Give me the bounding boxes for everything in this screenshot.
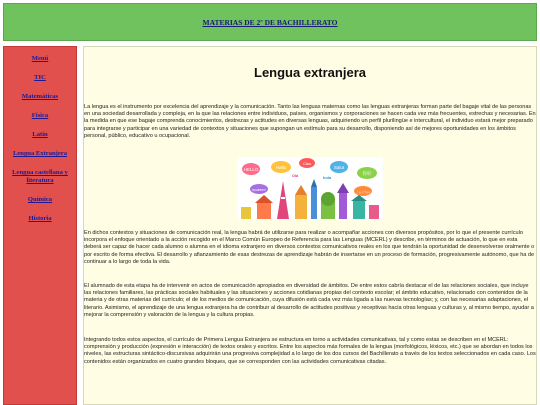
main-content <box>83 46 537 405</box>
page-header <box>3 3 537 41</box>
intro-paragraph: La lengua es el instrumento por excelencia del aprendizaje y la comunicación. Tanto las lenguas maternas como las lenguas extranjeras forman parte del bagaje vital de las personas en una sociedad desarrollada y compleja, en la que las relaciones entre individuos, países, organismos y corporaciones se hacen cada vez más frecuentes, estrechas y necesarias. En la medida en que ese bagaje comprenda conocimientos, destrezas y actitudes en diversas lenguas, adquiriendo un perfil plurilingüe e intercultural, el individuo estará mejor preparado para integrarse y participar en una variedad de contextos y situaciones que supongan un estímulo para su desarrollo, disponiendo así de mejores oportunidades en los ámbitos personal, público, educativo u ocupacional. <box>84 104 536 139</box>
sidebar-menu <box>3 46 77 405</box>
bubble-word: hola <box>322 175 332 180</box>
sidebar-item-tic[interactable]: TIC <box>34 74 46 81</box>
curriculum-paragraph: Integrando todos estos aspectos, el currículo de Primera Lengua Extranjera se estructura en torno a actividades comunicativas, tal y como estas se describen en el MCERL: comprensión y producción (expresión e interacción) de textos orales y escritos. Entre los aspectos más formales de la lengua (morfológicos, léxicos, etc.) que se abordan en todos los niveles, las estructuras sintáctico-discursivas adquirirán una progresiva complejidad a lo largo de los dos cursos del Bachillerato a través de los textos seleccionados en cada caso. Los contenidos están organizados en cuatro grandes bloques, que se corresponden con las actividades comunicativas citadas. <box>84 337 536 365</box>
bubble-word: HELLO <box>243 167 259 172</box>
header-title-link[interactable]: MATERIAS DE 2º DE BACHILLERATO <box>202 17 338 27</box>
bubble-word: 你好 <box>362 172 372 177</box>
sidebar-item-menu[interactable]: Menú <box>31 55 49 62</box>
context-paragraph: En dichos contextos y situaciones de comunicación real, la lengua habrá de utilizarse para realizar o acompañar acciones con diversos propósitos, por lo que el presente currículo incorpora el enfoque orientado a la acción recogido en el Marco Común Europeo de Referencia para las Lenguas (MCERL) y describe, en términos de actuación, lo que en esta deberá ser capaz de hacer cada alumno o alumna en el idioma extranjero en diversos contextos comunicativos reales en los que tendrán la oportunidad de desenvolverse oralmente o por escrito de forma efectiva. El desarrollo y afianzamiento de esas destrezas de aprendizaje habrán de insertarse en un proceso de formación, progresivamente autónomo, que ha de continuar a lo largo de toda la vida. <box>84 230 535 265</box>
sidebar-item-lengua-castellana[interactable]: Lengua castellana y literatura <box>12 169 68 184</box>
students-paragraph: El alumnado de esta etapa ha de intervenir en actos de comunicación apropiados en diversidad de ámbitos. De entre estos cabría destacar el de las relaciones sociales, que incluye las relaciones familiares, las prácticas sociales habituales y las situaciones y acciones cotidianas propias del contexto escolar; el ámbito educativo, relacionado con contenidos de la materia y de otras materias del currículo; el de los medios de comunicación, cuya difusión está cada vez más ligada a las nuevas tecnologías; y, con las necesarias adaptaciones, el literario. Asimismo, el aprendizaje de una lengua extranjera ha de contribuir al desarrollo de actitudes positivas y receptivas hacia otras lenguas y culturas y, al mismo tiempo, ayudar a mejorar la comprensión y valoración de la lengua y la cultura propias. <box>84 283 534 318</box>
bubble-word: Ciao <box>302 161 312 166</box>
sidebar-item-historia[interactable]: Historia <box>28 215 52 222</box>
sidebar-item-fisica[interactable]: Física <box>31 112 49 119</box>
bubble-word: Hallo <box>275 165 287 170</box>
bubble-word: こんにちは <box>356 190 370 194</box>
bubble-word: привет <box>251 187 267 192</box>
bubble-word: Olá <box>291 173 299 178</box>
languages-landmarks-illustration <box>237 157 383 219</box>
sidebar-item-latin[interactable]: Latín <box>32 131 48 138</box>
sidebar-item-matematicas[interactable]: Matemáticas <box>21 93 59 100</box>
bubble-word: Salut <box>333 165 345 170</box>
sidebar-item-lengua-extranjera[interactable]: Lengua Extranjera <box>12 150 68 157</box>
page-title: Lengua extranjera <box>254 65 366 80</box>
sidebar-item-quimica[interactable]: Química <box>27 196 53 203</box>
